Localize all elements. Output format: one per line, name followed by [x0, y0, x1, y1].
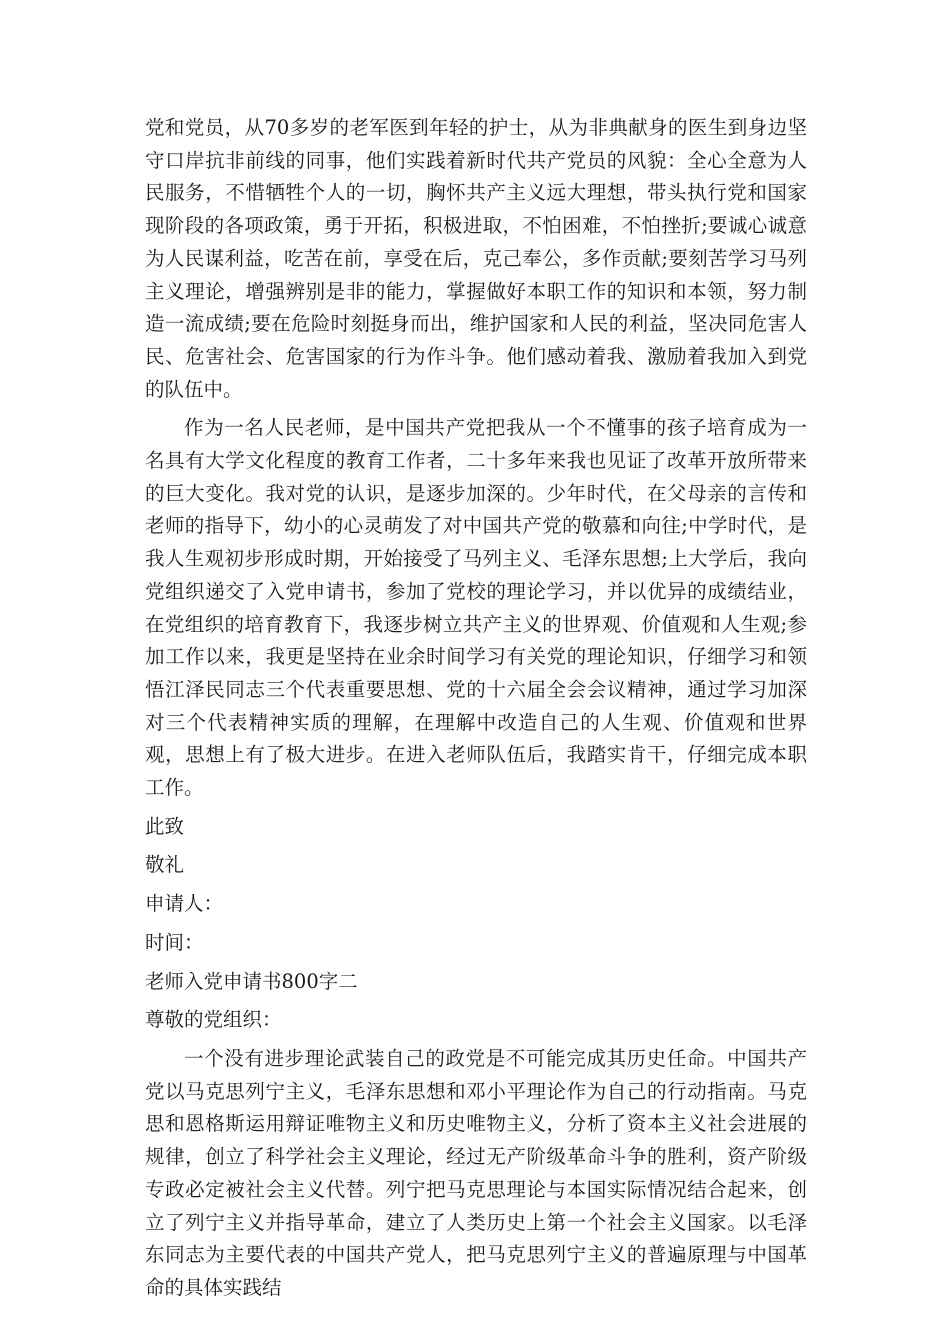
- paragraph-continued: 党和党员，从70多岁的老军医到年轻的护士，从为非典献身的医生到身边坚守口岸抗非前线的同事，他们实践着新时代共产党员的风貌：全心全意为人民服务，不惜牺牲个人的一切，胸怀共产主义远大理想，带头执行党和国家现阶段的各项政策，勇于开拓，积极进取，不怕困难，不怕挫折;要诚心诚意为人民谋利益，吃苦在前，享受在后，克己奉公，多作贡献;要刻苦学习马列主义理论，增强辨别是非的能力，掌握做好本职工作的知识和本领，努力制造一流成绩;要在危险时刻挺身而出，维护国家和人民的利益，坚决同危害人民、危害社会、危害国家的行为作斗争。他们感动着我、激励着我加入到党的队伍中。: [145, 116, 807, 401]
- closing-line: 敬礼: [145, 853, 185, 877]
- paragraph: 作为一名人民老师，是中国共产党把我从一个不懂事的孩子培育成为一名具有大学文化程度的教育工作者，二十多年来我也见证了改革开放所带来的巨大变化。我对党的认识，是逐步加深的。少年时代，在父母亲的言传和老师的指导下，幼小的心灵萌发了对中国共产党的敬慕和向往;中学时代，是我人生观初步形成时期，开始接受了马列主义、毛泽东思想;上大学后，我向党组织递交了入党申请书，参加了党校的理论学习，并以优异的成绩结业，在党组织的培育教育下，我逐步树立共产主义的世界观、价值观和人生观;参加工作以来，我更是坚持在业余时间学习有关党的理论知识，仔细学习和领悟江泽民同志三个代表重要思想、党的十六届全会会议精神，通过学习加深对三个代表精神实质的理解，在理解中改造自己的人生观、价值观和世界观，思想上有了极大进步。在进入老师队伍后，我踏实肯干，仔细完成本职工作。: [145, 416, 807, 800]
- paragraph: 一个没有进步理论武装自己的政党是不可能完成其历史任命。中国共产党以马克思列宁主义，毛泽东思想和邓小平理论作为自己的行动指南。马克思和恩格斯运用辩证唯物主义和历史唯物主义，分析了资本主义社会进展的规律，创立了科学社会主义理论，经过无产阶级革命斗争的胜利，资产阶级专政必定被社会主义代替。列宁把马克思理论与本国实际情况结合起来，创立了列宁主义并指导革命，建立了人类历史上第一个社会主义国家。以毛泽东同志为主要代表的中国共产党人，把马克思列宁主义的普遍原理与中国革命的具体实践结: [145, 1046, 807, 1299]
- section-title: 老师入党申请书800字二: [145, 969, 358, 993]
- applicant-line: 申请人：: [145, 892, 224, 916]
- salutation: 尊敬的党组织：: [145, 1008, 282, 1032]
- date-line: 时间：: [145, 930, 204, 954]
- closing-line: 此致: [145, 814, 185, 838]
- document-body: [145, 112, 807, 1305]
